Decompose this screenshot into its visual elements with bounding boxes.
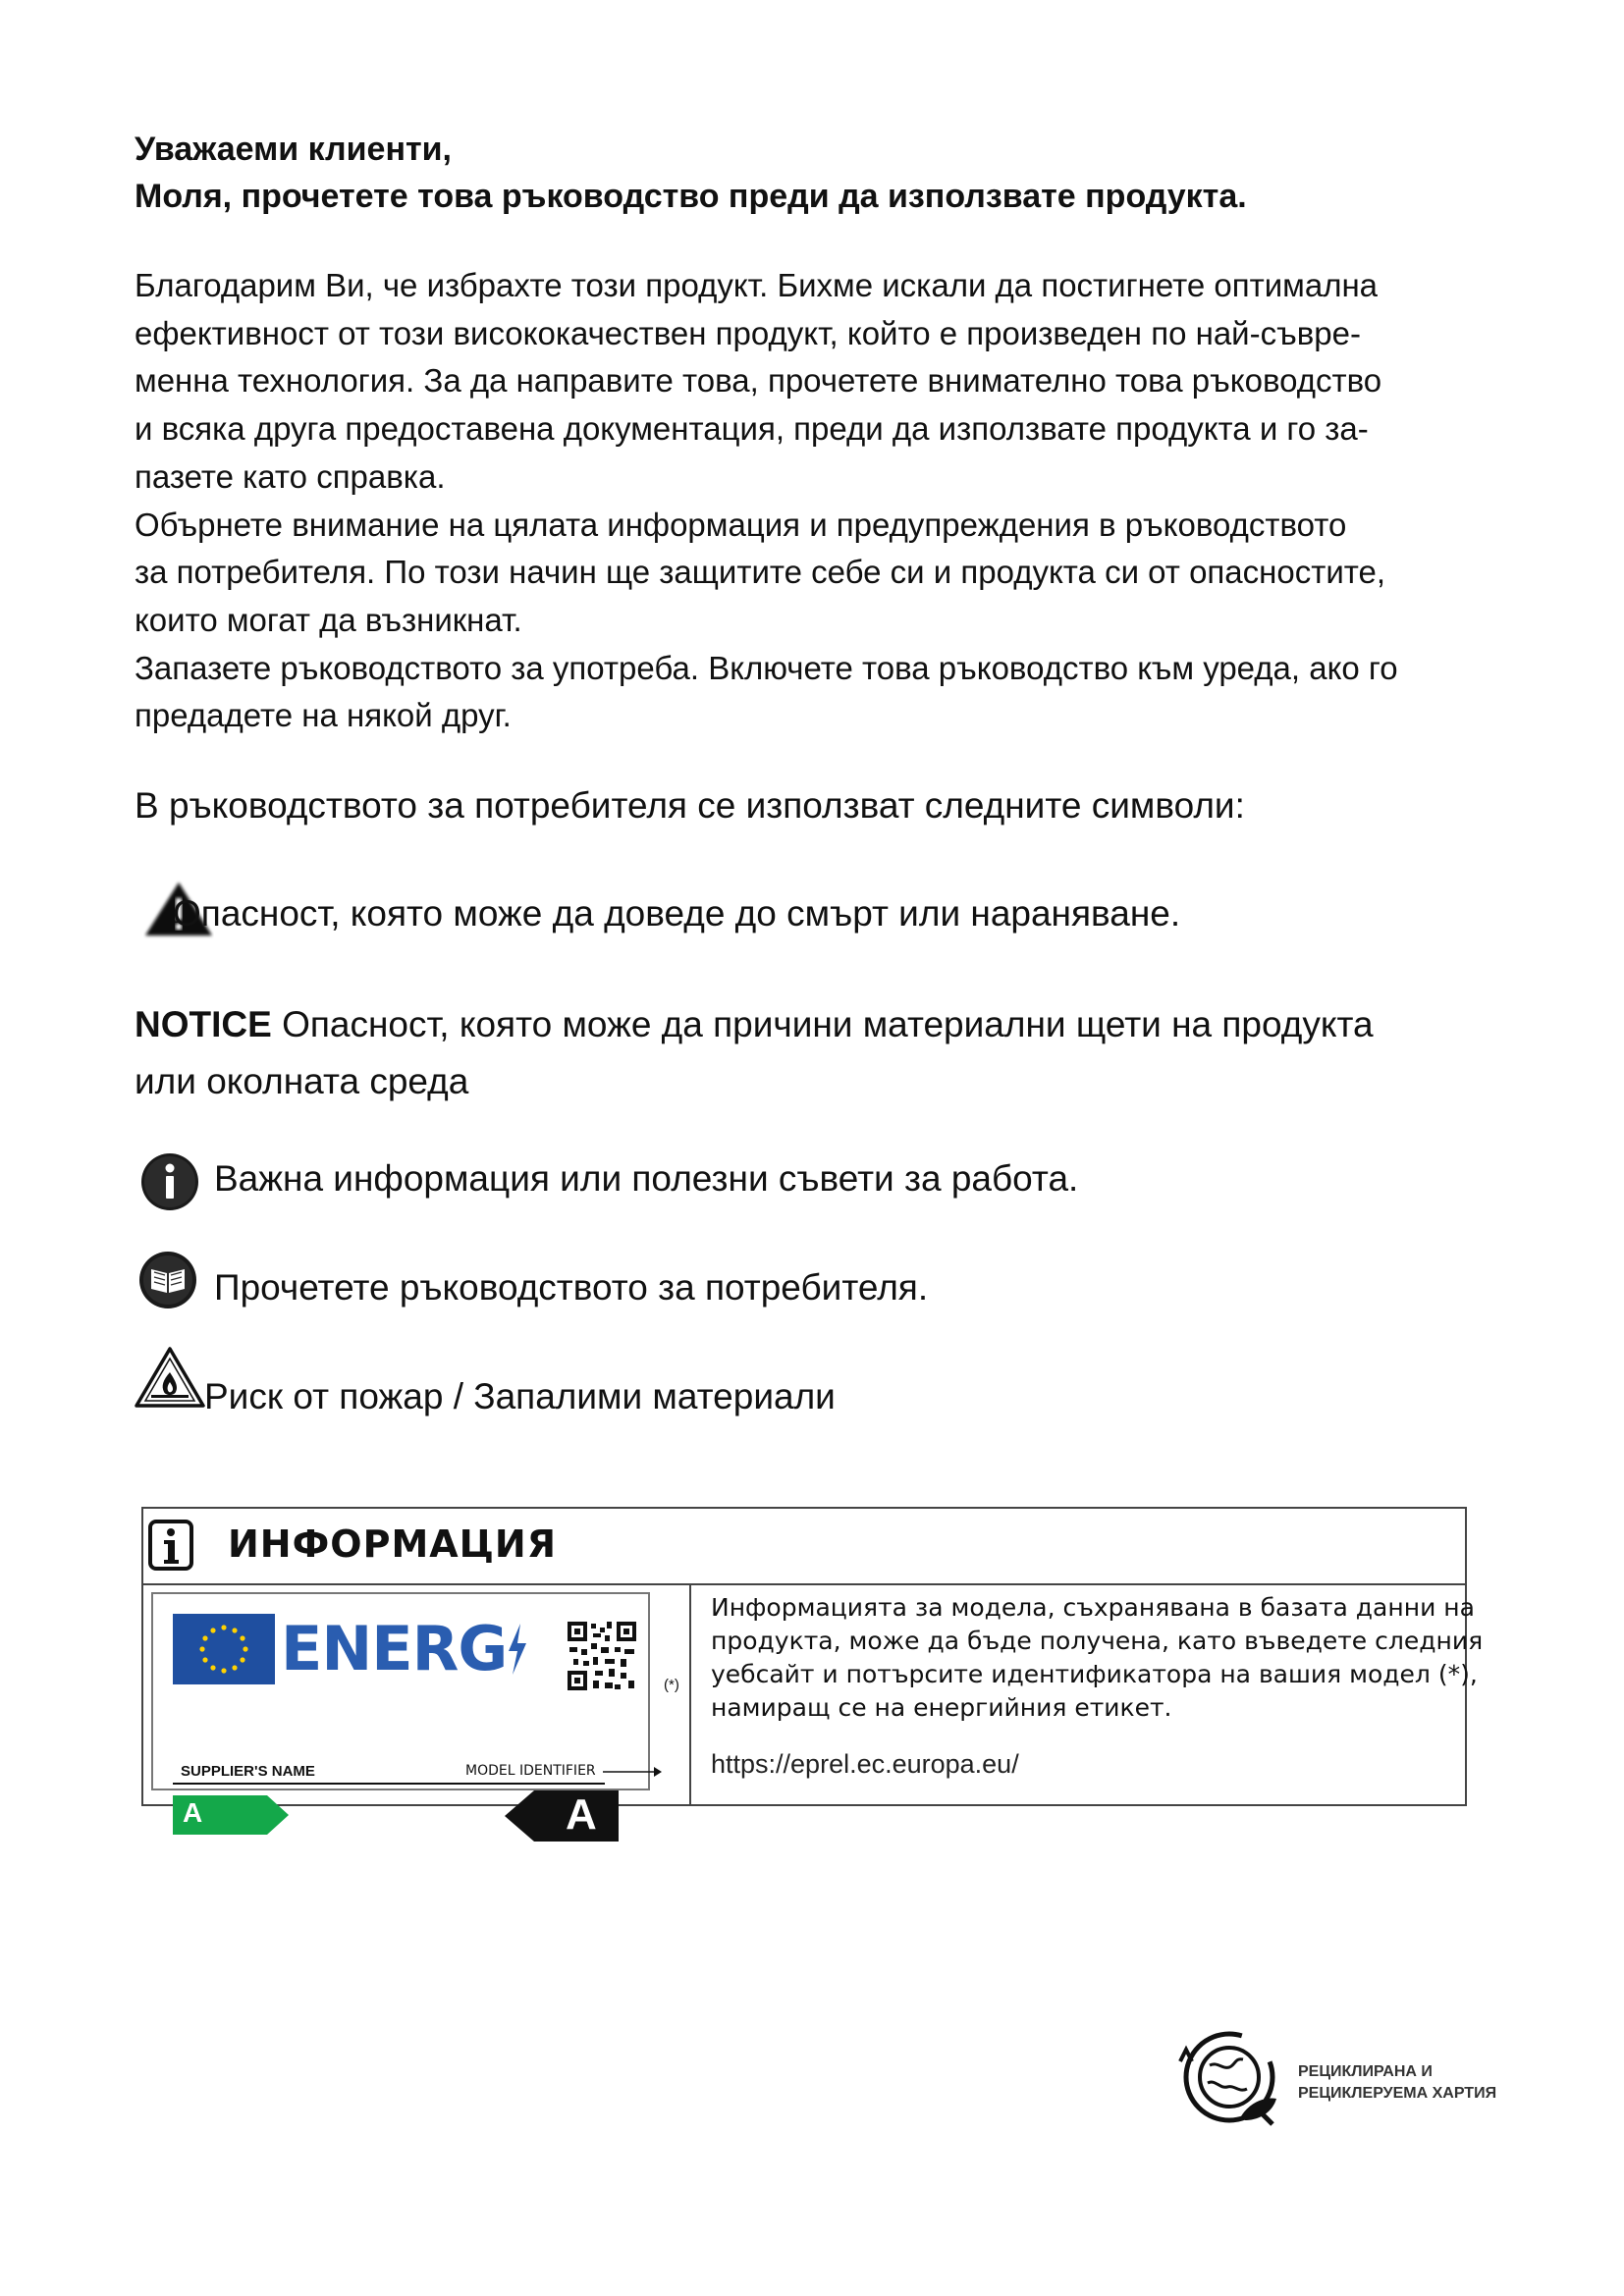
information-text (711, 1591, 1484, 1725)
intro-line: Благодарим Ви, че избрахте този продукт. Бихме искали да постигнете оптимална (135, 267, 1379, 303)
danger-text: Опасност, която може да доведе до смърт или нараняване. (173, 893, 1181, 934)
recycle-line-1: РЕЦИКЛИРАНА И (1298, 2063, 1433, 2080)
supplier-name: SUPPLIER'S NAME (181, 1763, 315, 1780)
information-line: продукта, може да бъде получена, като въведете следния (711, 1627, 1484, 1655)
greeting (135, 126, 1247, 220)
notice-text-2: или околната среда (135, 1061, 469, 1101)
class-left-letter: A (183, 1797, 203, 1828)
energy-brand: ENERG (281, 1613, 508, 1684)
information-line: намиращ се на енергийния етикет. (711, 1693, 1172, 1722)
vertical-divider (689, 1583, 691, 1806)
energy-label (151, 1592, 650, 1839)
notice-block (135, 996, 1529, 1110)
manual-text: Прочетете ръководството за потребителя. (214, 1267, 929, 1308)
information-title: ИНФОРМАЦИЯ (228, 1522, 557, 1566)
book-icon (137, 1250, 198, 1310)
information-header (143, 1509, 1465, 1585)
information-box (141, 1507, 1484, 1839)
greeting-line-1: Уважаеми клиенти, (135, 131, 452, 168)
eu-flag-icon (173, 1614, 275, 1684)
recycle-globe-icon (1174, 2022, 1284, 2136)
asterisk-marker: (*) (664, 1677, 679, 1693)
intro-line: и всяка друга предоставена документация, преди да използвате продукта и го за- (135, 410, 1369, 448)
fire-text: Риск от пожар / Запалими материали (204, 1376, 836, 1416)
recycle-line-2: РЕЦИКЛЕРУЕМА ХАРТИЯ (1298, 2085, 1497, 2102)
intro-line: които могат да възникнат. (135, 601, 522, 638)
info-square-icon (147, 1519, 194, 1572)
recycle-text (1298, 2061, 1496, 2105)
information-line: Информацията за модела, съхранявана в базата данни на (711, 1593, 1475, 1622)
class-arrow-black (505, 1790, 619, 1842)
greeting-line-2: Моля, прочетете това ръководство преди да използвате продукта. (135, 178, 1247, 215)
lightning-icon (507, 1624, 528, 1675)
intro-line: Запазете ръководството за употреба. Включете това ръководство към уреда, ако го (135, 649, 1398, 686)
intro-paragraph (135, 262, 1529, 740)
model-identifier: MODEL IDENTIFIER (465, 1763, 596, 1779)
fire-warning-icon (134, 1345, 206, 1410)
notice-text: Опасност, която може да причини материални щети на продукта (282, 1004, 1374, 1044)
intro-line: ефективност от този висококачествен продукт, който е произведен по най-съвре- (135, 314, 1361, 351)
class-right-letter: A (566, 1790, 597, 1839)
symbols-title: В ръководството за потребителя се използват следните символи: (135, 785, 1245, 826)
qr-code-icon (566, 1620, 638, 1692)
intro-line: Обърнете внимание на цялата информация и предупреждения в ръководството (135, 506, 1347, 543)
info-icon (139, 1151, 200, 1212)
information-line: уебсайт и потърсите идентификатора на вашия модел (*), (711, 1660, 1478, 1688)
intro-line: пазете като справка. (135, 457, 446, 495)
intro-line: менна технология. За да направите това, прочетете внимателно това ръководство (135, 362, 1382, 400)
notice-label: NOTICE (135, 1004, 272, 1044)
intro-line: предадете на някой друг. (135, 697, 512, 734)
arrow-right-icon (603, 1765, 662, 1779)
info-text: Важна информация или полезни съвети за работа. (214, 1158, 1079, 1199)
intro-line: за потребителя. По този начин ще защитите себе си и продукта си от опасностите, (135, 554, 1386, 591)
eprel-link[interactable]: https://eprel.ec.europa.eu/ (711, 1749, 1019, 1779)
label-divider (173, 1783, 605, 1785)
